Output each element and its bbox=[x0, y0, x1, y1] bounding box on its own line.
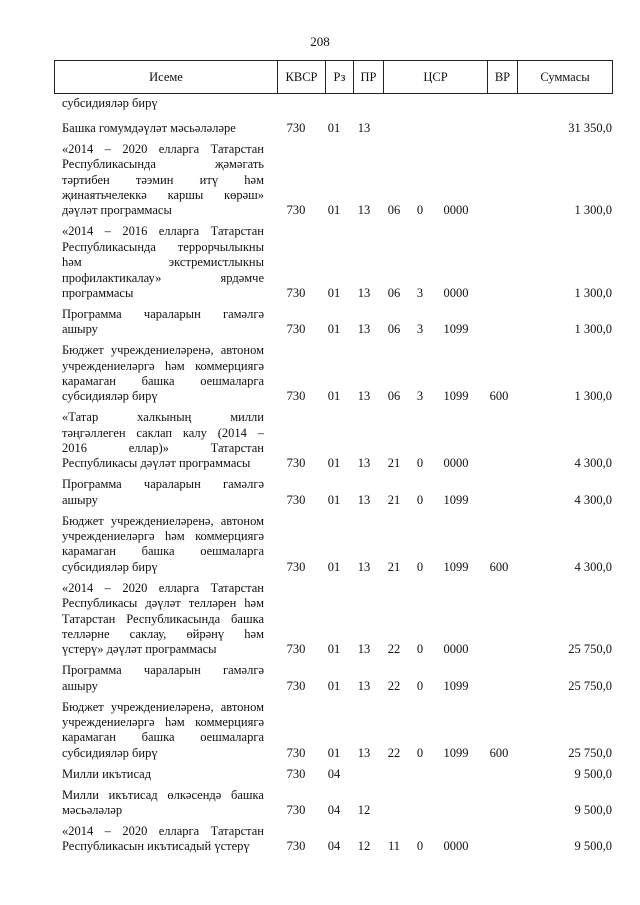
row-name-line: Бюджет учреждениеләренә, автоном bbox=[62, 699, 264, 714]
row-name bbox=[62, 307, 264, 338]
rz-cell: 01 bbox=[327, 203, 341, 218]
csr-code-cell: 1099 bbox=[443, 559, 469, 574]
kvsr-cell: 730 bbox=[286, 678, 306, 693]
row-name bbox=[62, 142, 264, 219]
row-name-line: «Татар халкының милли bbox=[62, 410, 264, 425]
csr-program-cell: 11 bbox=[387, 839, 401, 854]
row-name-line: дәүләт программасы bbox=[62, 203, 172, 218]
row-name bbox=[62, 663, 264, 694]
table-row bbox=[0, 514, 640, 576]
row-name-line: Программа чараларын гамәлгә bbox=[62, 663, 264, 678]
sum-cell: 9 500,0 bbox=[574, 802, 612, 817]
kvsr-cell: 730 bbox=[286, 839, 306, 854]
sum-cell: 25 750,0 bbox=[568, 678, 612, 693]
table-row bbox=[0, 788, 640, 819]
csr-subprogram-cell: 0 bbox=[416, 839, 424, 854]
column-header-sum: Суммасы bbox=[540, 70, 590, 84]
kvsr-cell: 730 bbox=[286, 745, 306, 760]
pr-cell: 13 bbox=[357, 389, 371, 404]
row-name bbox=[62, 514, 264, 576]
csr-subprogram-cell: 0 bbox=[416, 203, 424, 218]
row-name-line: 2016 еллар)» Татарстан bbox=[62, 441, 264, 455]
kvsr-cell: 730 bbox=[286, 389, 306, 404]
csr-program-cell: 06 bbox=[387, 389, 401, 404]
table-row bbox=[0, 477, 640, 508]
row-name bbox=[62, 788, 264, 819]
row-name-line: субсидияләр бирү bbox=[62, 389, 158, 404]
row-name-line: Программа чараларын гамәлгә bbox=[62, 477, 264, 492]
table-row bbox=[0, 824, 640, 855]
pr-cell: 13 bbox=[357, 285, 371, 300]
kvsr-cell: 730 bbox=[286, 203, 306, 218]
csr-program-cell: 21 bbox=[387, 456, 401, 471]
pr-cell: 13 bbox=[357, 456, 371, 471]
page-number: 208 bbox=[310, 34, 330, 49]
table-row bbox=[0, 700, 640, 762]
csr-code-cell: 0000 bbox=[443, 203, 469, 218]
table-row bbox=[0, 307, 640, 338]
row-name bbox=[62, 96, 264, 111]
pr-cell: 13 bbox=[357, 559, 371, 574]
row-name-line: учреждениеләргә һәм коммерциягә bbox=[62, 714, 264, 729]
csr-program-cell: 22 bbox=[387, 678, 401, 693]
sum-cell: 1 300,0 bbox=[574, 322, 612, 337]
csr-program-cell: 22 bbox=[387, 642, 401, 657]
pr-cell: 12 bbox=[357, 839, 371, 854]
column-header-pr: ПР bbox=[354, 61, 384, 93]
csr-program-cell: 22 bbox=[387, 745, 401, 760]
sum-cell: 25 750,0 bbox=[568, 642, 612, 657]
csr-program-cell: 06 bbox=[387, 322, 401, 337]
pr-cell: 13 bbox=[357, 322, 371, 337]
kvsr-cell: 730 bbox=[286, 766, 306, 781]
row-name bbox=[62, 767, 264, 782]
table-header bbox=[54, 60, 613, 94]
pr-cell: 13 bbox=[357, 492, 371, 507]
csr-subprogram-cell: 0 bbox=[416, 559, 424, 574]
row-name bbox=[62, 121, 264, 136]
sum-cell: 4 300,0 bbox=[574, 456, 612, 471]
table-row bbox=[0, 96, 640, 111]
row-name-line: карамаган башка оешмаларга bbox=[62, 730, 264, 745]
kvsr-cell: 730 bbox=[286, 802, 306, 817]
csr-code-cell: 1099 bbox=[443, 745, 469, 760]
csr-code-cell: 0000 bbox=[443, 285, 469, 300]
pr-cell: 13 bbox=[357, 120, 371, 135]
row-name-line: тәртибен тәэмин итү һәм bbox=[62, 172, 264, 187]
row-name-line: Милли икътисад өлкәсендә башка bbox=[62, 787, 264, 802]
sum-cell: 1 300,0 bbox=[574, 285, 612, 300]
row-name bbox=[62, 224, 264, 301]
row-name-line: Республикасын икътисадый үстерү bbox=[62, 839, 250, 854]
sum-cell: 25 750,0 bbox=[568, 745, 612, 760]
row-name-line: мәсьәләләр bbox=[62, 802, 123, 817]
csr-subprogram-cell: 0 bbox=[416, 678, 424, 693]
table-row bbox=[0, 343, 640, 405]
csr-subprogram-cell: 0 bbox=[416, 492, 424, 507]
pr-cell: 13 bbox=[357, 642, 371, 657]
csr-code-cell: 0000 bbox=[443, 456, 469, 471]
row-name-line: субсидияләр бирү bbox=[62, 96, 158, 110]
kvsr-cell: 730 bbox=[286, 559, 306, 574]
rz-cell: 01 bbox=[327, 642, 341, 657]
row-name-line: Республикасы дәүләт телләрен һәм bbox=[62, 596, 264, 611]
row-name-line: «2014 – 2020 елларга Татарстан bbox=[62, 823, 264, 838]
csr-program-cell: 21 bbox=[387, 559, 401, 574]
kvsr-cell: 730 bbox=[286, 322, 306, 337]
csr-code-cell: 0000 bbox=[443, 642, 469, 657]
rz-cell: 01 bbox=[327, 492, 341, 507]
kvsr-cell: 730 bbox=[286, 642, 306, 657]
rz-cell: 01 bbox=[327, 285, 341, 300]
csr-program-cell: 06 bbox=[387, 203, 401, 218]
row-name-line: тәңгәллеген саклап калу (2014 – bbox=[62, 425, 264, 440]
rz-cell: 01 bbox=[327, 559, 341, 574]
rz-cell: 01 bbox=[327, 456, 341, 471]
rz-cell: 01 bbox=[327, 745, 341, 760]
row-name bbox=[62, 343, 264, 405]
vr-cell: 600 bbox=[489, 559, 509, 574]
csr-code-cell: 1099 bbox=[443, 322, 469, 337]
row-name-line: һәм экстремистлыкны bbox=[62, 255, 264, 270]
csr-subprogram-cell: 0 bbox=[416, 456, 424, 471]
row-name-line: Республикасында террорчылыкны bbox=[62, 239, 264, 254]
row-name-line: «2014 – 2016 елларга Татарстан bbox=[62, 224, 264, 239]
row-name-line: җинаятьчелеккә каршы көрәш» bbox=[62, 188, 264, 203]
row-name-line: Татарстан Республикасында башка bbox=[62, 611, 264, 626]
table-row bbox=[0, 224, 640, 301]
csr-code-cell: 1099 bbox=[443, 389, 469, 404]
row-name-line: учреждениеләргә һәм коммерциягә bbox=[62, 529, 264, 543]
table-row bbox=[0, 142, 640, 219]
sum-cell: 31 350,0 bbox=[568, 120, 612, 135]
csr-subprogram-cell: 0 bbox=[416, 745, 424, 760]
column-header-vr: ВР bbox=[488, 61, 518, 93]
rz-cell: 01 bbox=[327, 120, 341, 135]
row-name-line: ашыру bbox=[62, 678, 98, 693]
row-name-line: программасы bbox=[62, 285, 134, 300]
rz-cell: 01 bbox=[327, 678, 341, 693]
row-name-line: Бюджет учреждениеләренә, автоном bbox=[62, 513, 264, 528]
row-name-line: телләрне саклау, өйрәнү һәм bbox=[62, 626, 264, 641]
kvsr-cell: 730 bbox=[286, 456, 306, 471]
column-header-kvsr: КВСР bbox=[278, 61, 326, 93]
rz-cell: 01 bbox=[327, 389, 341, 404]
kvsr-cell: 730 bbox=[286, 492, 306, 507]
sum-cell: 9 500,0 bbox=[574, 766, 612, 781]
row-name-line: профилактикалау» ярдәмче bbox=[62, 270, 264, 285]
rz-cell: 04 bbox=[327, 766, 341, 781]
sum-cell: 1 300,0 bbox=[574, 203, 612, 218]
row-name-line: субсидияләр бирү bbox=[62, 559, 158, 574]
row-name-line: «2014 – 2020 елларга Татарстан bbox=[62, 141, 264, 156]
row-name-line: карамаган башка оешмаларга bbox=[62, 373, 264, 388]
sum-cell: 1 300,0 bbox=[574, 389, 612, 404]
row-name bbox=[62, 700, 264, 762]
kvsr-cell: 730 bbox=[286, 120, 306, 135]
rz-cell: 01 bbox=[327, 322, 341, 337]
vr-cell: 600 bbox=[489, 389, 509, 404]
rz-cell: 04 bbox=[327, 802, 341, 817]
row-name-line: ашыру bbox=[62, 492, 98, 507]
csr-code-cell: 0000 bbox=[443, 839, 469, 854]
column-header-rz: Рз bbox=[326, 61, 354, 93]
rz-cell: 04 bbox=[327, 839, 341, 854]
pr-cell: 12 bbox=[357, 802, 371, 817]
row-name-line: Республикасы дәүләт программасы bbox=[62, 456, 251, 471]
row-name-line: субсидияләр бирү bbox=[62, 745, 158, 760]
csr-subprogram-cell: 3 bbox=[416, 322, 424, 337]
sum-cell: 4 300,0 bbox=[574, 559, 612, 574]
table-row bbox=[0, 121, 640, 136]
csr-code-cell: 1099 bbox=[443, 492, 469, 507]
row-name bbox=[62, 824, 264, 855]
row-name bbox=[62, 410, 264, 472]
csr-program-cell: 06 bbox=[387, 285, 401, 300]
sum-cell: 4 300,0 bbox=[574, 492, 612, 507]
row-name bbox=[62, 477, 264, 508]
column-header-csr: ЦСР bbox=[384, 61, 488, 93]
row-name-line: үстерү» дәүләт программасы bbox=[62, 642, 217, 657]
csr-subprogram-cell: 3 bbox=[416, 285, 424, 300]
row-name-line: Республикасында җәмәгать bbox=[62, 157, 264, 172]
csr-subprogram-cell: 3 bbox=[416, 389, 424, 404]
row-name-line: Башка гомумдәүләт мәсьәләләре bbox=[62, 120, 236, 135]
table-row bbox=[0, 663, 640, 694]
pr-cell: 13 bbox=[357, 203, 371, 218]
table-row bbox=[0, 410, 640, 472]
row-name-line: Бюджет учреждениеләренә, автоном bbox=[62, 343, 264, 358]
table-row bbox=[0, 767, 640, 782]
row-name-line: Программа чараларын гамәлгә bbox=[62, 306, 264, 321]
vr-cell: 600 bbox=[489, 745, 509, 760]
row-name-line: Милли икътисад bbox=[62, 766, 152, 781]
row-name-line: учреждениеләргә һәм коммерциягә bbox=[62, 358, 264, 373]
csr-subprogram-cell: 0 bbox=[416, 642, 424, 657]
row-name-line: ашыру bbox=[62, 322, 98, 337]
csr-program-cell: 21 bbox=[387, 492, 401, 507]
row-name-line: «2014 – 2020 елларга Татарстан bbox=[62, 580, 264, 595]
row-name-line: карамаган башка оешмаларга bbox=[62, 544, 264, 559]
column-header-name: Исеме bbox=[55, 61, 278, 93]
sum-cell: 9 500,0 bbox=[574, 839, 612, 854]
pr-cell: 13 bbox=[357, 678, 371, 693]
table-row bbox=[0, 581, 640, 658]
kvsr-cell: 730 bbox=[286, 285, 306, 300]
csr-code-cell: 1099 bbox=[443, 678, 469, 693]
pr-cell: 13 bbox=[357, 745, 371, 760]
row-name bbox=[62, 581, 264, 658]
